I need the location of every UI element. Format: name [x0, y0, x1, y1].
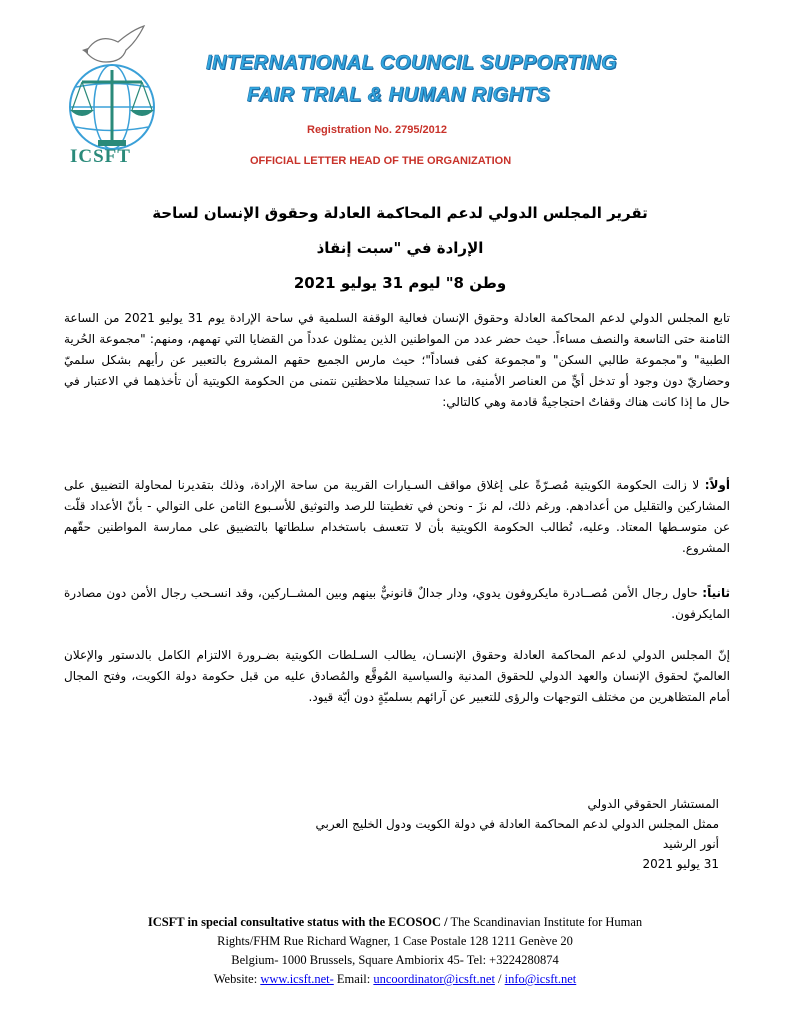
signature-block [199, 794, 719, 874]
second-note-text: حاول رجال الأمن مُصــادرة مايكروفون يدوي، ودار جدالٌ قانونيٌّ بينهم وبين المشــاركين، وقد انسـحب رجال الأمن دون مصادرة المايكرفون. [64, 586, 730, 621]
footer-line2: Rights/FHM Rue Richard Wagner, 1 Case Postale 128 1211 Genève 20 [217, 934, 573, 948]
report-title [150, 196, 650, 301]
second-note-lead: ثانياً: [702, 586, 730, 600]
report-title-line2: وطن 8" ليوم 31 يوليو 2021 [293, 274, 507, 292]
email-link-coordinator[interactable]: uncoordinator@icsft.net [373, 972, 495, 986]
paragraph-first-note [64, 475, 730, 559]
footer-bold-status: ICSFT in special consultative status with the ECOSOC / [147, 915, 448, 929]
footer-contact [110, 913, 680, 989]
signature-role: ممثل المجلس الدولي لدعم المحاكمة العادلة في دولة الكويت ودول الخليج العربي [315, 817, 719, 831]
paragraph-second-note [64, 583, 730, 625]
org-name-line1: INTERNATIONAL COUNCIL SUPPORTING [206, 52, 618, 74]
footer-line4 [110, 970, 680, 989]
footer-institute: The Scandinavian Institute for Human [447, 915, 643, 929]
email-label: Email: [333, 972, 374, 986]
first-note-lead: أولاً: [704, 478, 730, 492]
first-note-text: لا زالت الحكومة الكويتية مُصـرّةً على إغلاق مواقف السـيارات القريبة من ساحة الإرادة، وذلك بتقديرنا لمحاولة التضييق على المشاركين والتقليل من أعدادهم. ورغم ذلك، لم نزَ - ونحن في تغطيتنا للرصد والتوثيق للأسـبوع الثامن على التوالي - بأنّ الأعداد قلّت عن متوسـطها المعتاد. وعليه، نُطالب الحكومة الكويتية بأن لا تتعسف باستخدام سلطاتها بالتضييق على ممارسة المواطنين حقّهم المشروع. [64, 478, 730, 555]
official-letterhead-label: OFFICIAL LETTER HEAD OF THE ORGANIZATION [250, 155, 512, 167]
registration-number: Registration No. 2795/2012 [307, 124, 448, 136]
org-name-line2: FAIR TRIAL & HUMAN RIGHTS [247, 84, 551, 106]
paragraph-intro: تابع المجلس الدولي لدعم المحاكمة العادلة وحقوق الإنسان فعالية الوقفة السلمية في ساحة الإرادة يوم 31 يوليو 2021 من الساعة الثامنة حتى التاسعة والنصف مساءاً. حيث حضر عدد من المواطنين الذين يمثلون عدداً من القضايا التي تهمهم، ومنهم: "مجموعة الحُرية الطبية" و"مجموعة طالبي السكن" و"مجموعة كفى فساداً"؛ حيث مارس الجميع حقهم المشروع بالتعبير عن رأيهم بشكل سلميّ وحضاريّ دون وجود أو تدخل أيٍّ من العناصر الأمنية، ما عدا تسجيلنا ملاحظتين نتمنى من الحكومة الكويتية أن تأخذهما في الاعتبار في حال ما إذا كانت هناك وقفاتٌ احتجاجيةٌ قادمة وهي كالتالي: [64, 311, 731, 409]
report-title-line1: تقرير المجلس الدولي لدعم المحاكمة العادلة وحقوق الإنسان لساحة الإرادة في "سبت إنقاذ [152, 204, 648, 257]
footer-line3: Belgium- 1000 Brussels, Square Ambiorix 45- Tel: +3224280874 [231, 953, 559, 967]
email-link-info[interactable]: info@icsft.net [504, 972, 577, 986]
website-label: Website: [213, 972, 261, 986]
email-separator: / [494, 972, 505, 986]
signature-title: المستشار الحقوقي الدولي [587, 797, 719, 811]
website-link[interactable]: www.icsft.net- [260, 972, 334, 986]
footer-line1 [110, 913, 680, 932]
signature-date: 31 يوليو 2021 [642, 857, 719, 871]
paragraph-demands: إنّ المجلس الدولي لدعم المحاكمة العادلة وحقوق الإنسـان، يطالب السـلطات الكويتية بضـرورة الالتزام الكامل بالدستور والإعلان العالميّ لحقوق الإنسان والعهد الدولي للحقوق المدنية والسياسية المُوقَّع والمُصادق عليه من قبل حكومة دولة الكويت، وفتح المجال أمام المتظاهرين من مختلف التوجهات والرؤى للتعبير عن آرائهم بسلميّةٍ دون أيّة قيود. [64, 648, 730, 704]
signature-name: أنور الرشيد [662, 837, 719, 851]
logo-text: ICSFT [70, 146, 131, 167]
